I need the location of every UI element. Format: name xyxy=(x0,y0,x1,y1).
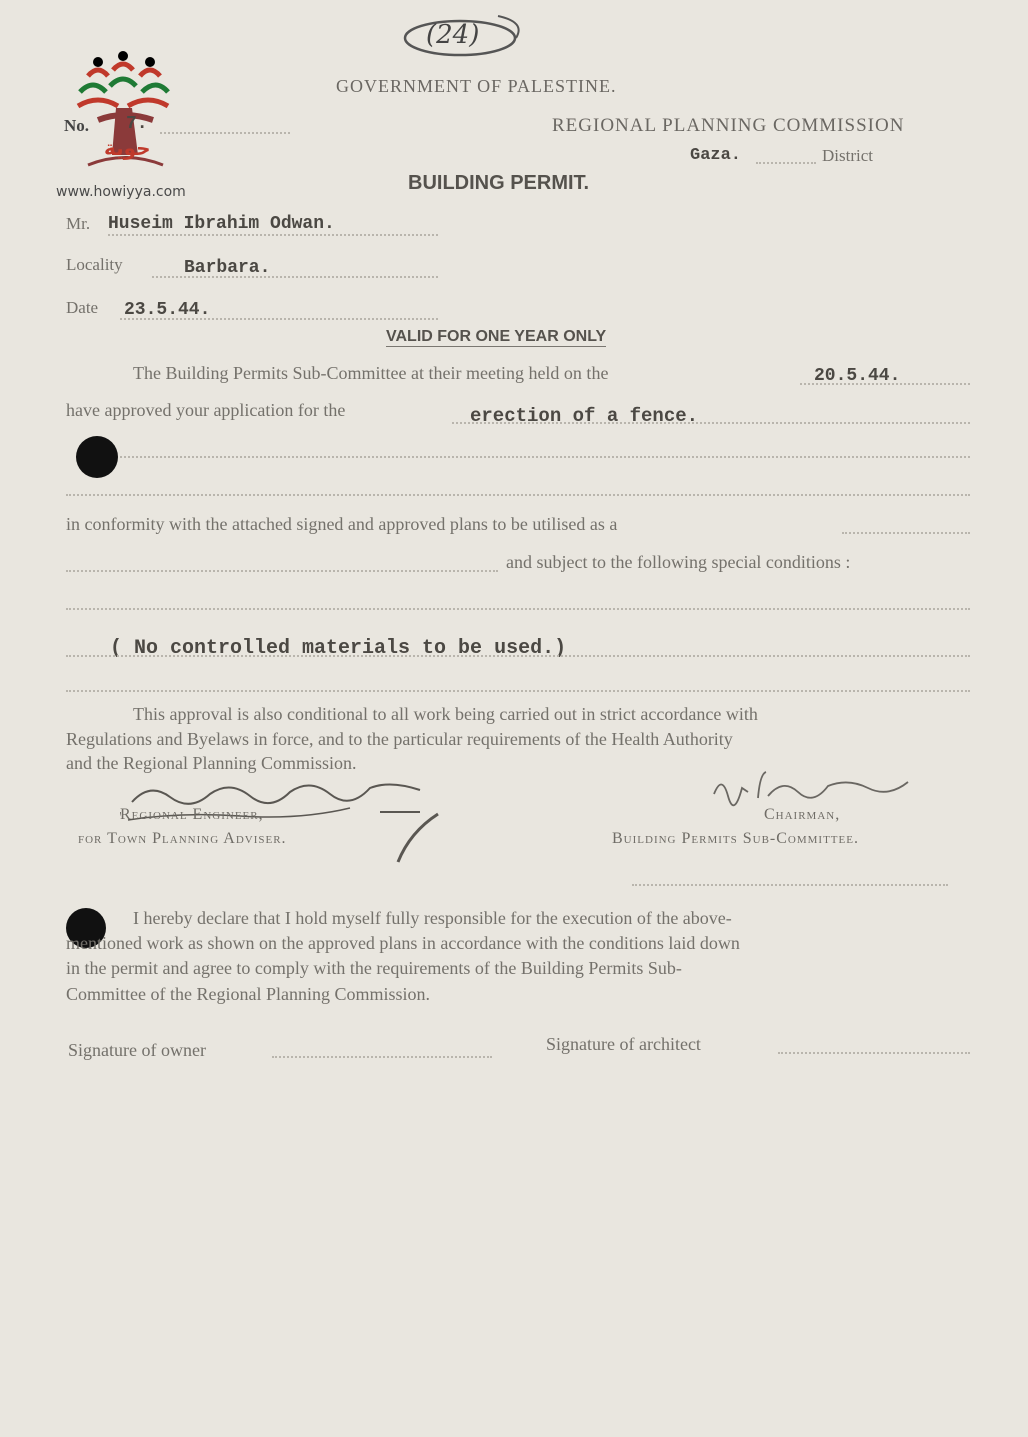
chairman-committee: Building Permits Sub-Committee. xyxy=(612,830,859,847)
subject-text: and subject to the following special conditions : xyxy=(506,552,851,572)
district-value: Gaza. xyxy=(690,146,742,165)
approval-text: have approved your application for the xyxy=(66,400,346,420)
page-title: BUILDING PERMIT. xyxy=(408,172,590,194)
permit-number-line xyxy=(160,132,290,134)
owner-signature-label: Signature of owner xyxy=(68,1040,206,1060)
date-line xyxy=(120,318,438,320)
permit-number-value: 7. xyxy=(126,114,148,134)
utilised-line xyxy=(842,532,970,534)
subject-leading-line xyxy=(66,570,498,572)
watermark-site: www.howiyya.com xyxy=(56,184,186,200)
blank-line-3 xyxy=(66,608,970,610)
conditions-para-line-3: and the Regional Planning Commission. xyxy=(66,753,357,773)
blank-line-4 xyxy=(66,690,970,692)
blank-line-2 xyxy=(66,494,970,496)
locality-value: Barbara. xyxy=(184,258,271,278)
validity-notice: VALID FOR ONE YEAR ONLY xyxy=(386,328,607,345)
chairman-title: Chairman, xyxy=(764,806,841,823)
blank-line-1 xyxy=(120,456,970,458)
applicant-name: Huseim Ibrahim Odwan. xyxy=(108,214,335,234)
government-heading: GOVERNMENT OF PALESTINE. xyxy=(336,76,617,96)
declaration-line-3: in the permit and agree to comply with the requirements of the Building Permits Sub- xyxy=(66,958,682,978)
locality-label: Locality xyxy=(66,255,123,274)
locality-line xyxy=(152,276,438,278)
meeting-text: The Building Permits Sub-Committee at their meeting held on the xyxy=(133,363,609,383)
district-line xyxy=(756,162,816,164)
applicant-line xyxy=(108,234,438,236)
approval-line xyxy=(452,422,970,424)
approval-value: erection of a fence. xyxy=(470,405,699,427)
conformity-text: in conformity with the attached signed and approved plans to be utilised as a xyxy=(66,514,618,534)
architect-signature-label: Signature of architect xyxy=(546,1034,701,1054)
owner-signature-line xyxy=(272,1056,492,1058)
folio-number: (24) xyxy=(398,10,533,60)
declaration-line-1: I hereby declare that I hold myself fully responsible for the execution of the above- xyxy=(133,908,732,928)
special-condition-line xyxy=(66,655,970,657)
date-value: 23.5.44. xyxy=(124,300,211,320)
commission-heading: REGIONAL PLANNING COMMISSION xyxy=(552,115,905,136)
engineer-for-adviser: for Town Planning Adviser. xyxy=(78,830,287,847)
architect-signature-line xyxy=(778,1052,970,1054)
special-condition: ( No controlled materials to be used.) xyxy=(110,637,567,660)
chairman-line xyxy=(632,884,948,886)
punch-hole-top xyxy=(76,436,118,478)
declaration-line-4: Committee of the Regional Planning Commission. xyxy=(66,984,430,1004)
engineer-title: Regional Engineer, xyxy=(120,806,264,823)
date-label: Date xyxy=(66,298,99,317)
district-label: District xyxy=(822,146,873,165)
declaration-line-2: mentioned work as shown on the approved plans in accordance with the conditions laid down xyxy=(66,933,740,953)
mr-label: Mr. xyxy=(66,214,91,233)
meeting-date: 20.5.44. xyxy=(814,366,901,386)
watermark-logo: حوية xyxy=(68,50,183,180)
meeting-date-line xyxy=(800,383,970,385)
conditions-para-line-1: This approval is also conditional to all work being carried out in strict accordance with xyxy=(133,704,758,724)
chairman-signature xyxy=(708,768,918,808)
conditions-para-line-2: Regulations and Byelaws in force, and to the particular requirements of the Health Authority xyxy=(66,729,733,749)
permit-number-label: No. xyxy=(64,116,90,135)
